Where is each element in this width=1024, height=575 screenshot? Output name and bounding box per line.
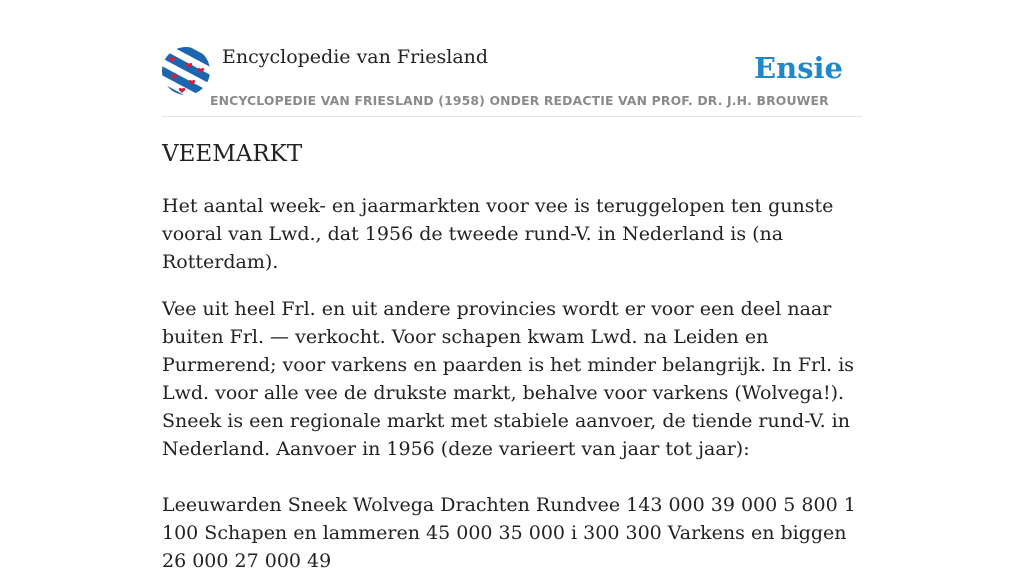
site-title[interactable]: Encyclopedie van Friesland <box>222 46 489 68</box>
site-subtitle: ENCYCLOPEDIE VAN FRIESLAND (1958) ONDER REDACTIE VAN PROF. DR. J.H. BROUWER <box>210 93 829 108</box>
frisian-flag-icon[interactable] <box>162 47 210 95</box>
article-paragraph: Het aantal week- en jaarmarkten voor vee is teruggelopen ten gunste vooral van Lwd., dat 1956 de tweede rund-V. in Nederland is (na Rotterdam). <box>162 195 834 273</box>
article-paragraph: Vee uit heel Frl. en uit andere provincies wordt er voor een deel naar buiten Frl. — verkocht. Voor schapen kwam Lwd. na Leiden en Purmerend; voor varkens en paarden is het minder belangrijk. In Frl. is Lwd. voor alle vee de drukste markt, behalve voor varkens (Wolvega!). Sneek is een regionale markt met stabiele aanvoer, de tiende rund-V. in Nederland. Aanvoer in 1956 (deze varieert van jaar tot jaar): <box>162 298 855 460</box>
article-title: VEEMARKT <box>162 141 303 167</box>
article <box>162 139 862 575</box>
article-table-text: Leeuwarden Sneek Wolvega Drachten Rundvee 143 000 39 000 5 800 1 100 Schapen en lammeren 45 000 35 000 i 300 300 Varkens en biggen 26 000 27 000 49 <box>162 494 856 572</box>
site-header <box>162 44 862 117</box>
ensie-brand-link[interactable]: Ensie <box>754 51 843 85</box>
